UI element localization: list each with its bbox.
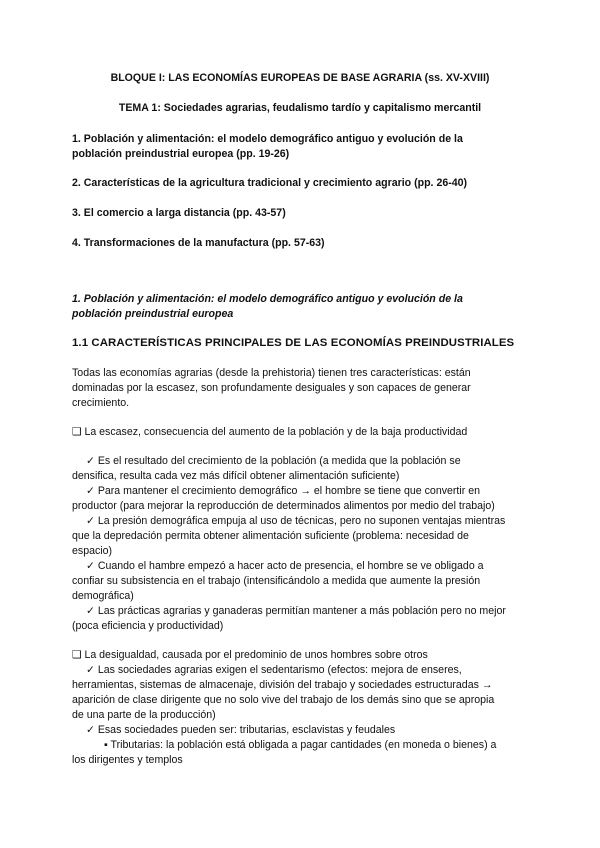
desigualdad-sub-1-line-1: ▪ Tributarias: la población está obligada a pagar cantidades (en moneda o bienes) a <box>104 739 497 751</box>
intro-line-1: Todas las economías agrarias (desde la prehistoria) tienen tres características: están <box>72 367 471 379</box>
desigualdad-check-1-line-1: ✓ Las sociedades agrarias exigen el sedentarismo (efectos: mejora de enseres, <box>86 664 462 676</box>
toc-item-2: 2. Características de la agricultura tradicional y crecimiento agrario (pp. 26-40) <box>72 177 468 189</box>
bloque-title: BLOQUE I: LAS ECONOMÍAS EUROPEAS DE BASE AGRARIA (ss. XV-XVIII) <box>110 72 490 84</box>
subsection-title: 1.1 CARACTERÍSTICAS PRINCIPALES DE LAS ECONOMÍAS PREINDUSTRIALES <box>72 337 515 349</box>
tema-title: TEMA 1: Sociedades agrarias, feudalismo tardío y capitalismo mercantil <box>118 102 482 114</box>
escasez-check-3-line-3: espacio) <box>72 545 113 557</box>
escasez-check-5-line-2: (poca eficiencia y productividad) <box>72 620 224 632</box>
desigualdad-header: ❑ La desigualdad, causada por el predominio de unos hombres sobre otros <box>72 649 428 661</box>
toc-item-1-line-1: 1. Población y alimentación: el modelo demográfico antiguo y evolución de la <box>72 133 463 145</box>
escasez-check-5-line-1: ✓ Las prácticas agrarias y ganaderas permitían mantener a más población pero no mejor <box>86 605 506 617</box>
desigualdad-check-1-line-4: de una parte de la producción) <box>72 709 216 721</box>
escasez-header: ❑ La escasez, consecuencia del aumento de la población y de la baja productividad <box>72 426 468 438</box>
desigualdad-check-1-line-2: herramientas, sistemas de almacenaje, división del trabajo y sociedades estructuradas → <box>72 679 493 691</box>
escasez-check-3-line-1: ✓ La presión demográfica empuja al uso de técnicas, pero no suponen ventajas mientras <box>86 515 506 527</box>
desigualdad-sub-1-line-2: los dirigentes y templos <box>72 754 183 766</box>
escasez-check-4-line-1: ✓ Cuando el hambre empezó a hacer acto de presencia, el hombre se ve obligado a <box>86 560 484 572</box>
escasez-check-1-line-1: ✓ Es el resultado del crecimiento de la población (a medida que la población se <box>86 455 461 467</box>
escasez-check-2-line-2: productor (para mejorar la reproducción de determinados alimentos por medio del trabajo) <box>72 500 495 512</box>
intro-line-2: dominadas por la escasez, son profundamente desiguales y son capaces de generar <box>72 382 471 394</box>
escasez-check-3-line-2: que la depredación permita obtener alimentación suficiente (problema: necesidad de <box>72 530 469 542</box>
escasez-check-1-line-2: densifica, resulta cada vez más difícil obtener alimentación suficiente) <box>72 470 400 482</box>
intro-line-3: crecimiento. <box>72 397 130 409</box>
toc-item-1-line-2: población preindustrial europea (pp. 19-26) <box>72 148 290 160</box>
escasez-check-2-line-1: ✓ Para mantener el crecimiento demográfico → el hombre se tiene que convertir en <box>86 485 480 497</box>
section-title-line-1: 1. Población y alimentación: el modelo demográfico antiguo y evolución de la <box>72 293 463 305</box>
desigualdad-check-2: ✓ Esas sociedades pueden ser: tributarias, esclavistas y feudales <box>86 724 396 736</box>
section-title-line-2: población preindustrial europea <box>72 308 234 320</box>
toc-item-3: 3. El comercio a larga distancia (pp. 43-57) <box>72 207 286 219</box>
escasez-check-4-line-2: confiar su subsistencia en el trabajo (intensificándolo a medida que aumente la presión <box>72 575 481 587</box>
desigualdad-check-1-line-3: aparición de clase dirigente que no solo vive del trabajo de los demás sino que se apropia <box>72 694 495 706</box>
toc-item-4: 4. Transformaciones de la manufactura (pp. 57-63) <box>72 237 325 249</box>
escasez-check-4-line-3: demográfica) <box>72 590 134 602</box>
